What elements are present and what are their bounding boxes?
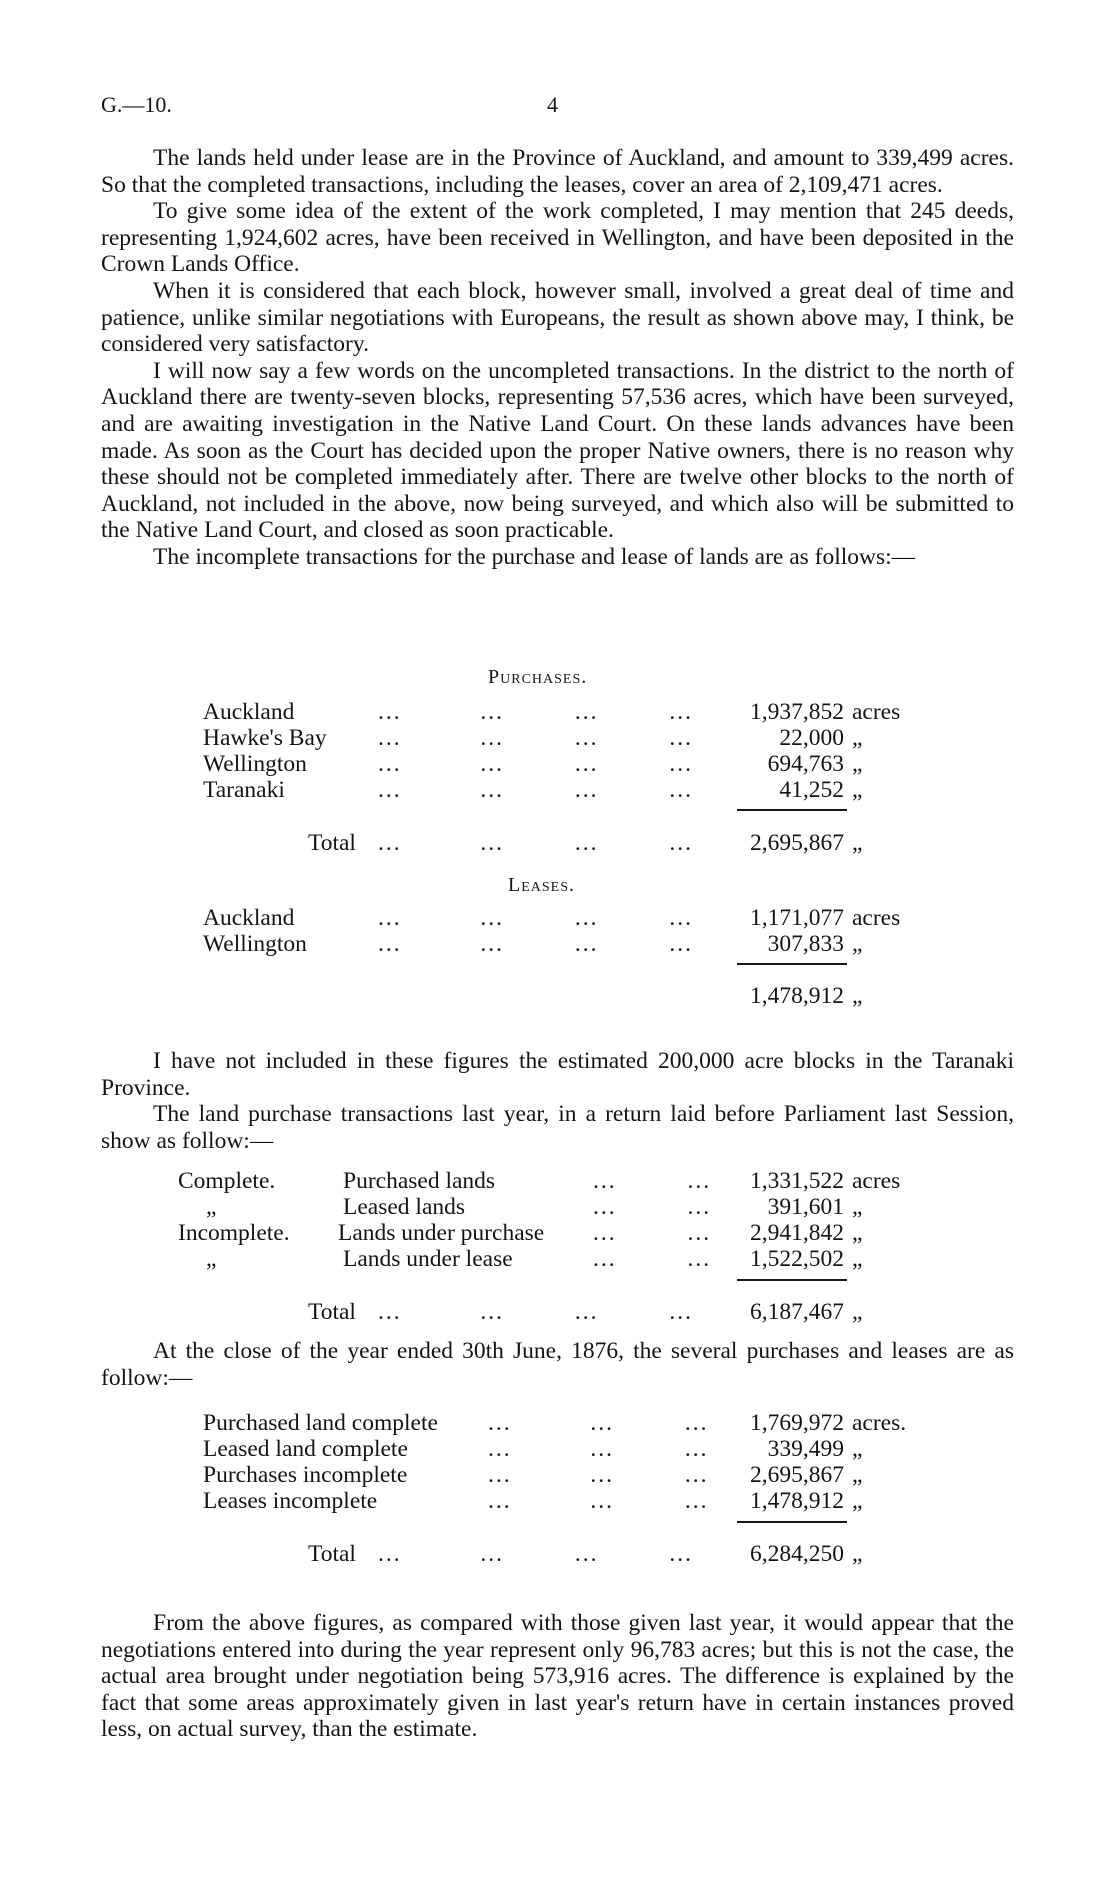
row-label: Taranaki — [203, 777, 285, 803]
leader-dots: ... ... — [593, 1246, 712, 1272]
table-row — [0, 1168, 1114, 1195]
leader-dots: ... ... ... — [488, 1410, 709, 1436]
row-category: „ — [206, 1194, 217, 1220]
row-label: Purchases incomplete — [203, 1462, 408, 1488]
row-value: 694,763 — [767, 751, 844, 777]
close-of-year-text — [101, 1338, 1014, 1391]
row-value: 1,937,852 — [750, 699, 844, 725]
total-value: 6,187,467 — [750, 1299, 844, 1325]
row-unit: „ — [852, 931, 863, 957]
row-value: 391,601 — [767, 1194, 844, 1220]
total-unit: „ — [852, 1299, 863, 1325]
row-unit: „ — [852, 751, 863, 777]
leader-dots: ... ... ... ... — [378, 777, 693, 803]
row-unit: „ — [852, 1246, 863, 1272]
middle-text — [101, 1048, 1014, 1154]
total-rule — [737, 809, 847, 811]
table-row — [0, 1194, 1114, 1221]
row-unit: acres — [852, 905, 901, 931]
row-value: 1,478,912 — [750, 1488, 844, 1514]
total-label: Total — [308, 1541, 356, 1567]
leader-dots: ... ... ... ... — [378, 931, 693, 957]
row-unit: acres — [852, 1168, 901, 1194]
total-unit: „ — [852, 1541, 863, 1567]
total-label: Total — [308, 830, 356, 856]
total-value: 6,284,250 — [750, 1541, 844, 1567]
row-label: Lands under purchase — [338, 1220, 545, 1246]
leader-dots: ... ... ... ... — [378, 905, 693, 931]
row-value: 22,000 — [779, 725, 844, 751]
total-unit: „ — [852, 830, 863, 856]
table-row — [0, 1436, 1114, 1463]
row-label: Leased land complete — [203, 1436, 408, 1462]
total-value: 2,695,867 — [750, 830, 844, 856]
page-number: 4 — [547, 92, 558, 117]
intro-text — [101, 145, 1014, 571]
row-label: Wellington — [203, 751, 307, 777]
paragraph-deeds: To give some idea of the extent of the work completed, I may mention that 245 deeds, representing 1,924,602 acres, have been received in Wellington, and have been deposited in the Crown Lands Office. — [101, 198, 1014, 278]
purchases-heading: Purchases. — [488, 666, 588, 688]
total-label: Total — [308, 1299, 356, 1325]
table-row — [0, 1410, 1114, 1437]
row-unit: „ — [852, 1488, 863, 1514]
leader-dots: ... ... ... — [488, 1436, 709, 1462]
row-unit: acres — [852, 699, 901, 725]
row-value: 2,695,867 — [750, 1462, 844, 1488]
leader-dots: ... ... — [593, 1194, 712, 1220]
row-label: Hawke's Bay — [203, 725, 327, 751]
table-row — [0, 1488, 1114, 1515]
row-label: Purchased lands — [343, 1168, 496, 1194]
row-value: 1,522,502 — [750, 1246, 844, 1272]
closing-text — [101, 1610, 1014, 1743]
leader-dots: ... ... ... — [488, 1462, 709, 1488]
row-value: 339,499 — [767, 1436, 844, 1462]
table-row — [0, 777, 1114, 804]
leader-dots: ... ... ... ... — [378, 699, 693, 725]
table-row — [0, 1246, 1114, 1273]
total-unit: „ — [852, 983, 863, 1009]
row-category: Complete. — [178, 1168, 276, 1194]
total-rule — [737, 1521, 847, 1523]
row-unit: acres. — [852, 1410, 907, 1436]
leader-dots: ... ... ... — [488, 1488, 709, 1514]
table-row — [0, 1220, 1114, 1247]
row-category: „ — [206, 1246, 217, 1272]
total-row — [0, 830, 1114, 857]
paragraph-close-of-year: At the close of the year ended 30th June, 1876, the several purchases and leases are as follow:— — [101, 1338, 1014, 1391]
table-row — [0, 1462, 1114, 1489]
row-unit: „ — [852, 1436, 863, 1462]
table-row — [0, 699, 1114, 726]
row-label: Auckland — [203, 905, 295, 931]
row-label: Purchased land complete — [203, 1410, 438, 1436]
row-value: 1,331,522 — [750, 1168, 844, 1194]
paragraph-taranaki: I have not included in these figures the estimated 200,000 acre blocks in the Taranaki Province. — [101, 1048, 1014, 1101]
paragraph-last-year-intro: The land purchase transactions last year, in a return laid before Parliament last Session, show as follow:— — [101, 1101, 1014, 1154]
row-unit: „ — [852, 1220, 863, 1246]
row-value: 2,941,842 — [750, 1220, 844, 1246]
leader-dots: ... ... — [593, 1168, 712, 1194]
row-label: Leases incomplete — [203, 1488, 378, 1514]
total-value: 1,478,912 — [750, 983, 844, 1009]
leader-dots: ... ... ... ... — [378, 1299, 693, 1325]
paragraph-satisfactory: When it is considered that each block, however small, involved a great deal of time and patience, unlike similar negotiations with Europeans, the result as shown above may, I think, be considered very satisfactory. — [101, 277, 1014, 358]
leader-dots: ... ... ... ... — [378, 751, 693, 777]
paragraph-leases-auckland: The lands held under lease are in the Province of Auckland, and amount to 339,499 acres. So that the completed transactions, including the leases, cover an area of 2,109,471 acres. — [101, 145, 1014, 198]
total-rule — [737, 963, 847, 965]
total-row — [0, 983, 1114, 1010]
paragraph-conclusion: From the above figures, as compared with those given last year, it would appear that the negotiations entered into during the year represent only 96,783 acres; but this is not the case, the actual area brought under negotiation being 573,916 acres. The difference is explained by the fact that some areas approximately given in last year's return have in certain instances proved less, on actual survey, than the estimate. — [101, 1610, 1014, 1743]
row-label: Auckland — [203, 699, 295, 725]
total-row — [0, 1299, 1114, 1326]
row-unit: „ — [852, 777, 863, 803]
table-row — [0, 931, 1114, 958]
leader-dots: ... ... — [593, 1220, 712, 1246]
row-unit: „ — [852, 1462, 863, 1488]
total-rule — [737, 1279, 847, 1281]
row-value: 307,833 — [767, 931, 844, 957]
table-row — [0, 751, 1114, 778]
leader-dots: ... ... ... ... — [378, 830, 693, 856]
total-row — [0, 1541, 1114, 1568]
paragraph-uncompleted: I will now say a few words on the uncompleted transactions. In the district to the north of Auckland there are twenty-seven blocks, representing 57,536 acres, which have been surveyed, and are awaiting investigation in the Native Land Court. On these lands advances have been made. As soon as the Court has decided upon the proper Native owners, there is no reason why these should not be completed immediately after. There are twelve other blocks to the north of Auckland, not included in the above, now being surveyed, and which also will be submitted to the Native Land Court, and closed as soon practicable. — [101, 357, 1014, 544]
row-value: 41,252 — [779, 777, 844, 803]
table-row — [0, 905, 1114, 932]
leases-heading: Leases. — [508, 874, 576, 896]
leader-dots: ... ... ... ... — [378, 725, 693, 751]
paragraph-incomplete-intro: The incomplete transactions for the purchase and lease of lands are as follows:— — [153, 543, 916, 570]
row-unit: „ — [852, 725, 863, 751]
table-row — [0, 725, 1114, 752]
leader-dots: ... ... ... ... — [378, 1541, 693, 1567]
row-label: Wellington — [203, 931, 307, 957]
row-category: Incomplete. — [178, 1220, 290, 1246]
row-label: Leased lands — [343, 1194, 466, 1220]
row-label: Lands under lease — [343, 1246, 513, 1272]
row-unit: „ — [852, 1194, 863, 1220]
document-reference: G.—10. — [101, 92, 172, 117]
row-value: 1,769,972 — [750, 1410, 844, 1436]
row-value: 1,171,077 — [750, 905, 844, 931]
